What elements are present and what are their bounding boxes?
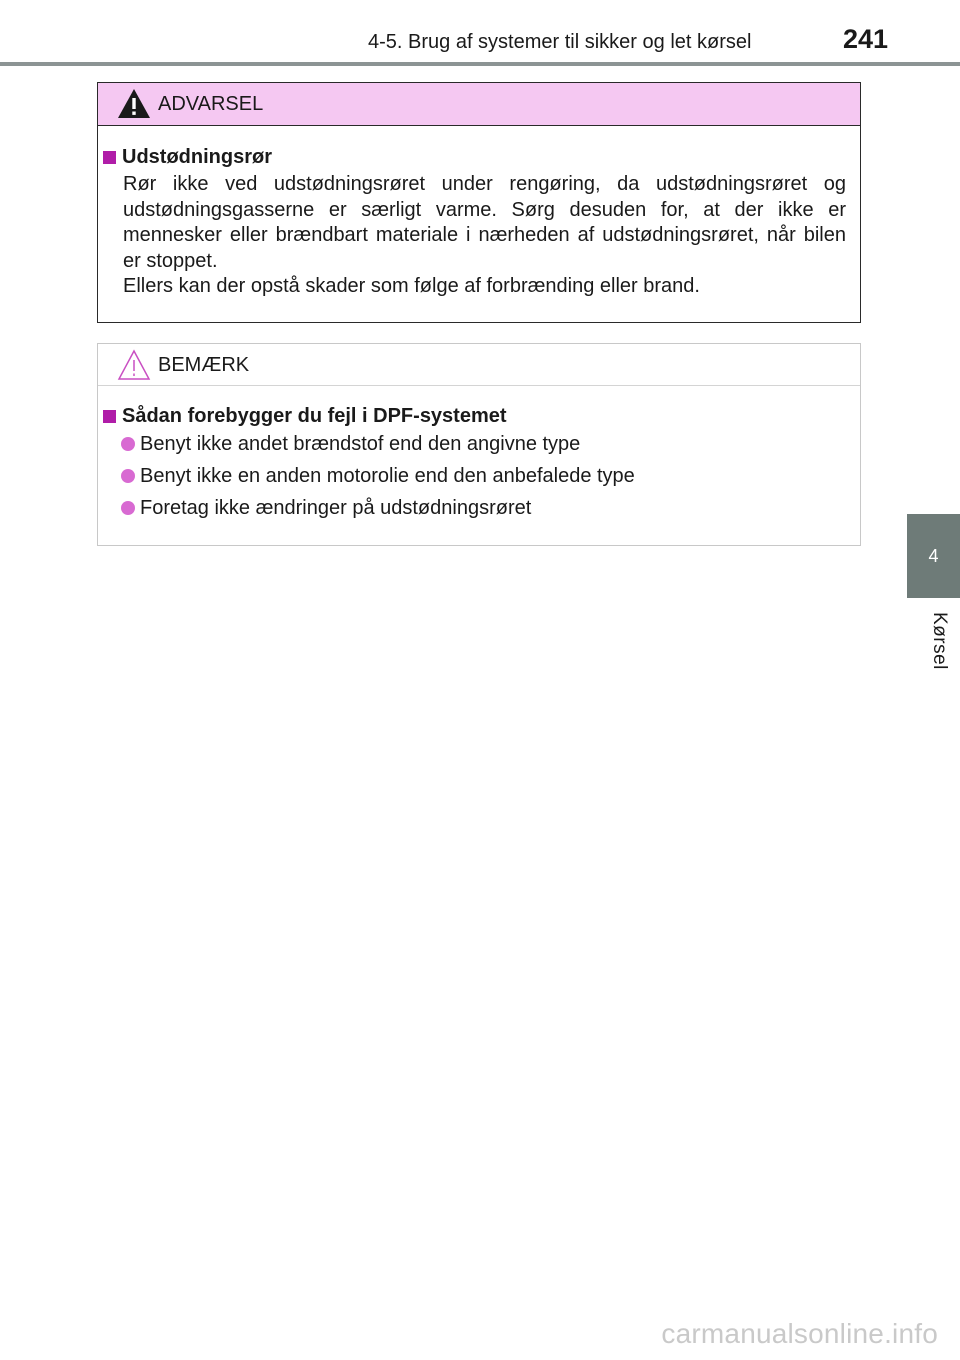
note-list bbox=[121, 432, 635, 528]
list-item-text: Benyt ikke andet brændstof end den angivne type bbox=[140, 433, 581, 455]
caution-triangle-outline-icon bbox=[116, 348, 152, 382]
page-number: 241 bbox=[843, 24, 889, 54]
square-bullet-icon bbox=[103, 151, 116, 164]
note-heading bbox=[103, 404, 507, 428]
warning-body bbox=[123, 172, 846, 300]
list-item-text: Benyt ikke en anden motorolie end den anbefalede type bbox=[140, 465, 635, 487]
list-item bbox=[121, 496, 635, 520]
circle-bullet-icon bbox=[121, 501, 135, 515]
chapter-label: Kørsel bbox=[929, 612, 950, 670]
header-divider bbox=[0, 62, 960, 66]
chapter-tab[interactable] bbox=[907, 514, 960, 598]
warning-heading-text: Udstødningsrør bbox=[122, 146, 272, 168]
note-label: BEMÆRK bbox=[158, 354, 250, 376]
warning-triangle-icon bbox=[116, 87, 152, 121]
warning-box bbox=[97, 82, 861, 323]
note-box bbox=[97, 343, 861, 546]
note-header bbox=[98, 344, 860, 386]
watermark: carmanualsonline.info bbox=[661, 1318, 938, 1349]
section-title: 4-5. Brug af systemer til sikker og let kørsel bbox=[368, 31, 752, 53]
note-heading-text: Sådan forebygger du fejl i DPF-systemet bbox=[122, 405, 507, 427]
circle-bullet-icon bbox=[121, 437, 135, 451]
list-item-text: Foretag ikke ændringer på udstødningsrøret bbox=[140, 497, 532, 519]
warning-paragraph: Rør ikke ved udstødningsrøret under rengøring, da udstødningsrøret og udstødningsgasserne er særligt varme. Sørg desuden for, at der ikke er mennesker eller brændbart materiale i nærheden af udstødningsrøret, når bilen er stoppet. bbox=[123, 173, 846, 272]
warning-header bbox=[98, 83, 860, 126]
chapter-number: 4 bbox=[928, 545, 939, 566]
list-item bbox=[121, 464, 635, 488]
warning-heading bbox=[103, 145, 272, 169]
square-bullet-icon bbox=[103, 410, 116, 423]
list-item bbox=[121, 432, 635, 456]
warning-paragraph: Ellers kan der opstå skader som følge af forbrænding eller brand. bbox=[123, 275, 700, 297]
warning-label: ADVARSEL bbox=[158, 93, 264, 115]
circle-bullet-icon bbox=[121, 469, 135, 483]
